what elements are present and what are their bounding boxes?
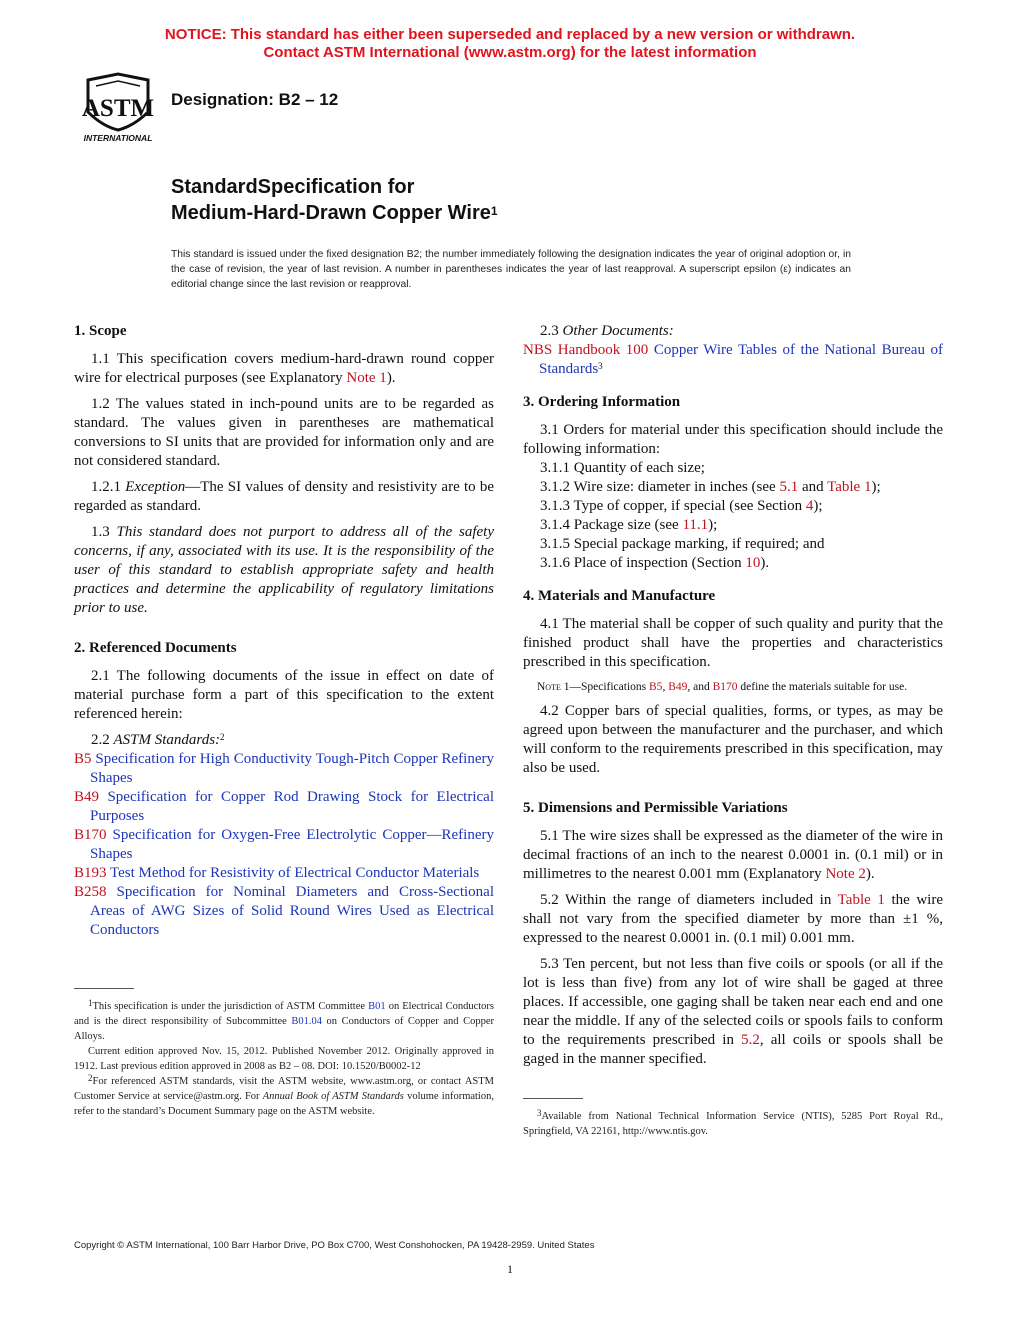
item-3-1-2: 3.1.2 Wire size: diameter in inches (see 5.1 and Table 1); <box>540 479 881 495</box>
para-3-1: 3.1 Orders for material under this specification should include the following information: <box>523 422 943 457</box>
para-5-1: 5.1 The wire sizes shall be expressed as the diameter of the wire in decimal fractions of an inch to the nearest 0.0001 in. (0.1 mil) or in millimetres to the nearest 0.001 mm (Explanatory Note 2). <box>523 828 943 882</box>
notice-line-2: Contact ASTM International (www.astm.org) for the latest information <box>263 44 757 61</box>
para-1-3: 1.3 This standard does not purport to address all of the safety concerns, if any, associated with its use. It is the responsibility of the user of this standard to establish appropriate safety and health practices and determine the applicability of regulatory limitations prior to use. <box>74 524 495 616</box>
ref-b49[interactable]: B49 Specification for Copper Rod Drawing Stock for Electrical Purposes <box>74 789 494 824</box>
supersede-notice <box>0 26 1020 62</box>
section-2-heading: 2. Referenced Documents <box>74 640 237 656</box>
footnotes-right <box>523 1109 943 1139</box>
designation: Designation: B2 – 12 <box>171 90 339 109</box>
subcommittee-b01-04-link[interactable]: B01.04 <box>291 1016 322 1027</box>
intro-paragraph: This standard is issued under the fixed designation B2; the number immediately following the designation indicates the year of original adoption or, in the case of revision, the year of last revision. A number in parentheses indicates the year of last reapproval. A superscript epsilon (ε) indicates an editorial change since the last revision or reapproval. <box>171 249 851 290</box>
section-3-heading: 3. Ordering Information <box>523 394 681 410</box>
footnote-3: $^3$Available from National Technical Information Service (NTIS), 5285 Port Royal Rd., Springfield, VA 22161, http://www.ntis.gov. <box>523 1108 943 1137</box>
item-3-1-4: 3.1.4 Package size (see 11.1); <box>540 517 718 533</box>
link-table-1[interactable]: Table 1 <box>827 479 872 495</box>
link-5-2[interactable]: 5.2 <box>741 1032 760 1048</box>
link-11-1[interactable]: 11.1 <box>682 517 709 533</box>
ref-b5[interactable]: B5 Specification for High Conductivity Tough-Pitch Copper Refinery Shapes <box>74 751 494 786</box>
para-5-2: 5.2 Within the range of diameters included in Table 1 the wire shall not vary from the specified diameter by more than ±1 %, expressed to the nearest 0.0001 in. (0.1 mil) 0.001 mm. <box>523 892 943 946</box>
document-title <box>171 174 498 226</box>
note-1: Note 1—Specifications B5, B49, and B170 define the materials suitable for use. <box>537 681 908 693</box>
note-link-b49[interactable]: B49 <box>668 681 688 693</box>
note-2-link[interactable]: Note 2 <box>825 866 866 882</box>
ref-nbs-handbook[interactable]: NBS Handbook 100 Copper Wire Tables of the National Bureau of Standards$^3$ <box>523 342 943 377</box>
para-2-3: 2.3 Other Documents: <box>540 323 674 339</box>
page-number: 1 <box>507 1262 513 1276</box>
section-1-heading: 1. Scope <box>74 323 127 339</box>
title-line-2: Medium-Hard-Drawn Copper Wire$^1$ <box>171 202 498 224</box>
para-1-2-1: 1.2.1 Exception—The SI values of density and resistivity are to be regarded as standard. <box>74 479 495 514</box>
ref-b170[interactable]: B170 Specification for Oxygen-Free Electrolytic Copper—Refinery Shapes <box>74 827 494 862</box>
ref-b193[interactable]: B193 Test Method for Resistivity of Electrical Conductor Materials <box>74 865 480 881</box>
notice-line-1: NOTICE: This standard has either been superseded and replaced by a new version or withdrawn. <box>164 26 856 43</box>
astm-logo <box>74 72 162 144</box>
copyright-line: Copyright © ASTM International, 100 Barr Harbor Drive, PO Box C700, West Conshohocken, PA 19428-2959. United States <box>74 1240 595 1251</box>
para-4-2: 4.2 Copper bars of special qualities, forms, or types, as may be agreed upon between the manufacturer and the purchaser, and which will conform to the requirements prescribed in this specification, may also be used. <box>523 703 943 776</box>
footnotes-left <box>74 999 494 1119</box>
link-section-10[interactable]: 10 <box>745 555 761 571</box>
link-table-1-b[interactable]: Table 1 <box>837 892 885 908</box>
committee-b01-link[interactable]: B01 <box>368 1001 386 1012</box>
item-3-1-1: 3.1.1 Quantity of each size; <box>540 460 705 476</box>
para-1-1: 1.1 This specification covers medium-hard-drawn round copper wire for electrical purposes (see Explanatory Note 1). <box>74 351 494 386</box>
section-5-heading: 5. Dimensions and Permissible Variations <box>523 800 788 816</box>
link-section-4[interactable]: 4 <box>805 498 814 514</box>
note-1-link[interactable]: Note 1 <box>346 370 387 386</box>
left-column <box>74 322 494 1119</box>
right-column <box>523 322 943 1139</box>
item-3-1-3: 3.1.3 Type of copper, if special (see Section 4); <box>540 498 823 514</box>
note-link-b5[interactable]: B5 <box>649 681 663 693</box>
section-4-heading: 4. Materials and Manufacture <box>523 588 716 604</box>
logo-subtext: INTERNATIONAL <box>83 133 153 143</box>
para-2-1: 2.1 The following documents of the issue in effect on date of material purchase form a part of this specification to the extent referenced herein: <box>74 668 494 722</box>
footnote-2: $^2$For referenced ASTM standards, visit the ASTM website, www.astm.org, or contact ASTM Customer Service at service@astm.org. For Annual Book of ASTM Standards volume information, refer to the standard’s Document Summary page on the ASTM website. <box>74 1073 494 1117</box>
logo-text: ASTM <box>81 95 155 122</box>
footnote-rule-right <box>523 1098 583 1099</box>
footnote-rule <box>74 988 134 989</box>
title-footnote-mark: 1 <box>490 204 498 218</box>
link-5-1[interactable]: 5.1 <box>779 479 799 495</box>
para-1-2: 1.2 The values stated in inch-pound units are to be regarded as standard. The values given in parentheses are mathematical conversions to SI units that are provided for information only and are not considered standard. <box>74 396 494 469</box>
footnote-1-edition: Current edition approved Nov. 15, 2012. Published November 2012. Originally approved in 1912. Last previous edition approved in 2008 as B2 – 08. DOI: 10.1520/B0002-12 <box>74 1046 494 1072</box>
para-2-2: 2.2 ASTM Standards:$^2$ <box>91 732 225 748</box>
para-5-3: 5.3 Ten percent, but not less than five coils or spools (or all if the lot is less than five) from any lot of wire shall be gaged at three places. If accessible, one gaging shall be taken near each end and one near the middle. If any of the selected coils or spools fails to conform to the requirements prescribed in 5.2, all coils or spools shall be gaged in the manner specified. <box>523 956 943 1067</box>
item-3-1-6: 3.1.6 Place of inspection (Section 10). <box>540 555 770 571</box>
item-3-1-5: 3.1.5 Special package marking, if required; and <box>540 536 825 552</box>
ref-b258[interactable]: B258 Specification for Nominal Diameters and Cross-Sectional Areas of AWG Sizes of Solid Round Wires Used as Electrical Conductors <box>74 884 494 938</box>
footnote-1: $^1$This specification is under the jurisdiction of ASTM Committee B01 on Electrical Conductors and is the direct responsibility of Subcommittee B01.04 on Conductors of Copper and Copper Alloys. <box>74 998 494 1042</box>
title-line-1: StandardSpecification for <box>171 176 415 198</box>
para-4-1: 4.1 The material shall be copper of such quality and purity that the finished product shall have the properties and characteristics prescribed in this specification. <box>523 616 943 670</box>
note-link-b170[interactable]: B170 <box>712 681 738 693</box>
